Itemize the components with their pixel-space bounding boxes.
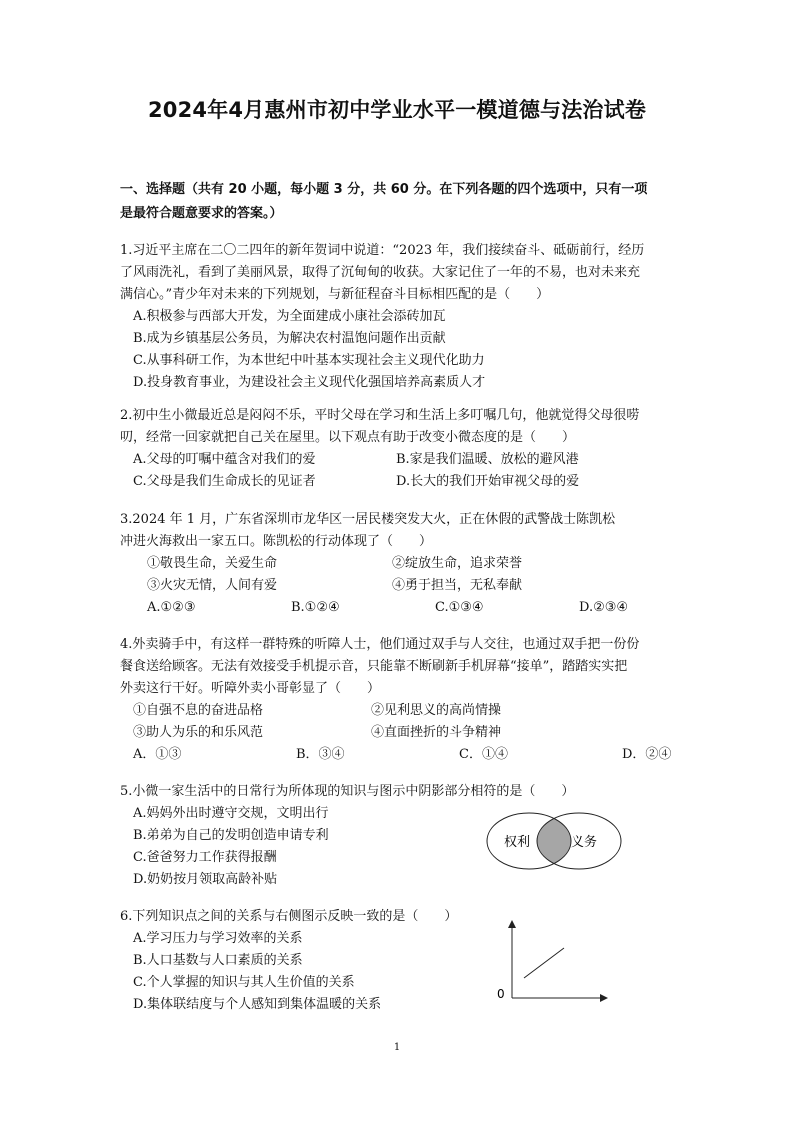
- question-4-choice-c[interactable]: C．①④: [459, 747, 508, 762]
- question-2-option-d[interactable]: D.长大的我们开始审视父母的爱: [396, 474, 580, 489]
- question-6-option-d[interactable]: D.集体联结度与个人感知到集体温暖的关系: [133, 997, 382, 1012]
- question-2-option-a[interactable]: A.父母的叮嘱中蕴含对我们的爱: [133, 452, 316, 467]
- question-4-stem-line-3: 外卖这行干好。听障外卖小哥彰显了（ ）: [120, 681, 381, 696]
- question-3-choice-b[interactable]: B.①②④: [291, 600, 340, 615]
- question-5-option-d[interactable]: D.奶奶按月领取高龄补贴: [133, 872, 278, 887]
- question-3-stem-line-2: 冲进火海救出一家五口。陈凯松的行动体现了（ ）: [120, 534, 433, 549]
- question-4-choice-d[interactable]: D．②④: [622, 747, 672, 762]
- question-3-choice-d[interactable]: D.②③④: [579, 600, 629, 615]
- graph-origin-label: 0: [497, 987, 505, 1001]
- question-3-stem-line-1: 3.2024 年 1 月，广东省深圳市龙华区一居民楼突发大火，正在休假的武警战士陈凯松: [120, 512, 616, 527]
- question-1-stem-line-2: 了风雨洗礼，看到了美丽风景，取得了沉甸甸的收获。大家记住了一年的不易，也对未来充: [120, 265, 641, 280]
- question-4-stem-line-1: 4.外卖骑手中，有这样一群特殊的听障人士，他们通过双手与人交往，也通过双手把一份份: [120, 637, 640, 652]
- venn-right-label: 义务: [571, 835, 598, 850]
- question-3-item-1: ①敬畏生命，关爱生命: [147, 556, 278, 571]
- question-6-option-c[interactable]: C.个人掌握的知识与其人生价值的关系: [133, 975, 355, 990]
- question-1-option-c[interactable]: C.从事科研工作，为本世纪中叶基本实现社会主义现代化助力: [133, 353, 485, 368]
- exam-title: 2024年4月惠州市初中学业水平一模道德与法治试卷: [147, 98, 647, 122]
- question-3-item-4: ④勇于担当，无私奉献: [392, 578, 523, 593]
- question-2-option-c[interactable]: C.父母是我们生命成长的见证者: [133, 474, 316, 489]
- question-4-choice-b[interactable]: B．③④: [296, 747, 345, 762]
- venn-left-label: 权利: [504, 835, 531, 850]
- question-1-option-d[interactable]: D.投身教育事业，为建设社会主义现代化强国培养高素质人才: [133, 375, 486, 390]
- question-4-item-4: ④直面挫折的斗争精神: [371, 725, 502, 740]
- graph-rising-line: [524, 948, 564, 978]
- question-3-item-2: ②绽放生命，追求荣誉: [392, 556, 523, 571]
- section-heading-line-2: 是最符合题意要求的答案。）: [120, 206, 283, 221]
- question-5-option-b[interactable]: B.弟弟为自己的发明创造申请专利: [133, 828, 329, 843]
- question-4-item-2: ②见利思义的高尚情操: [371, 703, 502, 718]
- question-4-item-3: ③助人为乐的和乐风范: [133, 725, 264, 740]
- question-1-stem-line-1: 1.习近平主席在二〇二四年的新年贺词中说道：“2023 年，我们接续奋斗、砥砺前行，经历: [120, 243, 645, 258]
- question-4-item-1: ①自强不息的奋进品格: [133, 703, 264, 718]
- question-3: [120, 509, 690, 619]
- question-2-option-b[interactable]: B.家是我们温暖、放松的避风港: [396, 452, 579, 467]
- question-1-option-a[interactable]: A.积极参与西部大开发，为全面建成小康社会添砖加瓦: [133, 309, 446, 324]
- question-5-option-a[interactable]: A.妈妈外出时遵守交规，文明出行: [133, 806, 329, 821]
- question-6-option-a[interactable]: A.学习压力与学习效率的关系: [133, 931, 303, 946]
- positive-correlation-graph: [492, 918, 612, 1010]
- section-heading-line-1: 一、选择题（共有 20 小题，每小题 3 分，共 60 分。在下列各题的四个选项中，只有一项: [120, 182, 648, 197]
- question-4-choice-a[interactable]: A．①③: [133, 747, 182, 762]
- question-3-item-3: ③火灾无情，人间有爱: [147, 578, 278, 593]
- page-number: 1: [393, 1042, 401, 1053]
- question-2-stem-line-1: 2.初中生小微最近总是闷闷不乐，平时父母在学习和生活上多叮嘱几句，他就觉得父母很唠: [120, 408, 640, 423]
- rights-duties-venn-diagram: [484, 808, 624, 878]
- question-5-stem: 5.小微一家生活中的日常行为所体现的知识与图示中阴影部分相符的是（ ）: [120, 784, 575, 799]
- question-4-stem-line-2: 餐食送给顾客。无法有效接受手机提示音，只能靠不断刷新手机屏幕“接单”，踏踏实实把: [120, 659, 628, 674]
- question-6-stem: 6.下列知识点之间的关系与右侧图示反映一致的是（ ）: [120, 909, 458, 924]
- question-1-option-b[interactable]: B.成为乡镇基层公务员，为解决农村温饱问题作出贡献: [133, 331, 446, 346]
- question-4: [120, 634, 690, 766]
- question-3-choice-a[interactable]: A.①②③: [147, 600, 196, 615]
- question-6-option-b[interactable]: B.人口基数与人口素质的关系: [133, 953, 303, 968]
- question-1: [120, 240, 690, 394]
- question-2-stem-line-2: 叨，经常一回家就把自己关在屋里。以下观点有助于改变小微态度的是（ ）: [120, 430, 576, 445]
- question-1-stem-line-3: 满信心。”青少年对未来的下列规划，与新征程奋斗目标相匹配的是（ ）: [120, 287, 550, 302]
- section-heading: [120, 178, 680, 226]
- question-3-choice-c[interactable]: C.①③④: [435, 600, 484, 615]
- question-2: [120, 405, 690, 493]
- question-5-option-c[interactable]: C.爸爸努力工作获得报酬: [133, 850, 277, 865]
